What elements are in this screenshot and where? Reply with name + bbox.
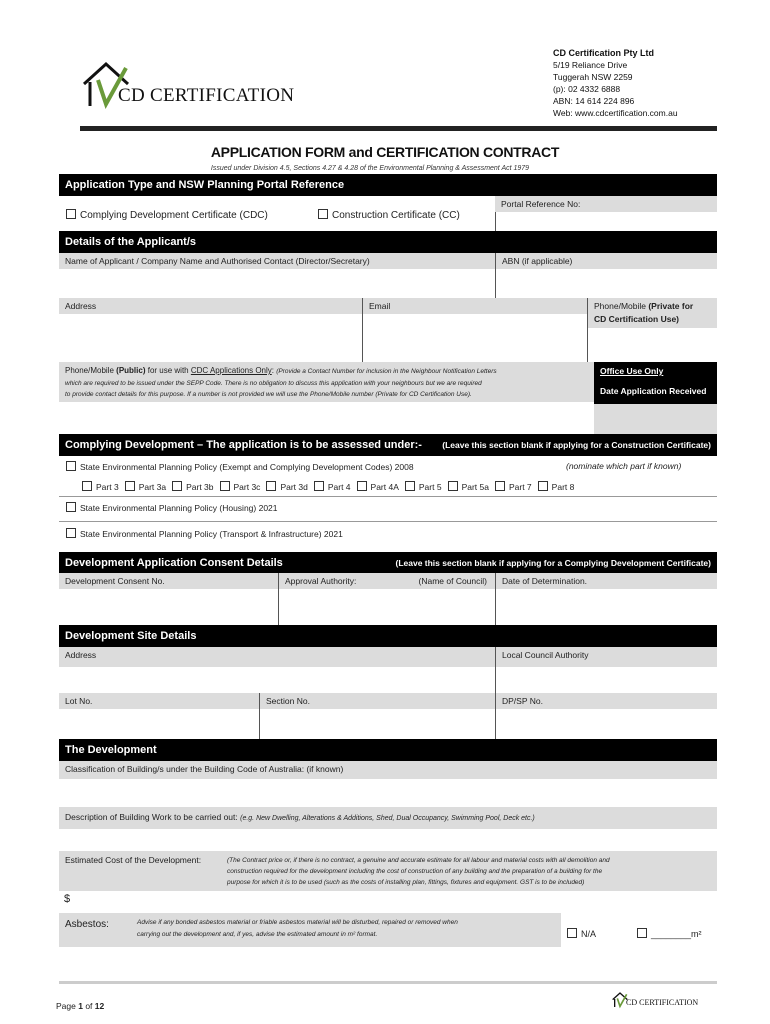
company-name: CD Certification Pty Ltd [553, 48, 655, 58]
part-option[interactable] [495, 482, 532, 492]
nominate-note: (nominate which part if known) [566, 461, 682, 471]
part-option[interactable] [314, 482, 351, 492]
part-option[interactable] [357, 482, 399, 492]
local-council-input[interactable] [495, 667, 717, 693]
estimated-cost-block [59, 851, 717, 891]
description-example: (e.g. New Dwelling, Alterations & Additions, Shed, Dual Occupancy, Swimming Pool, Deck etc.) [240, 815, 535, 822]
section-application-type-header [59, 174, 717, 196]
checkbox-icon[interactable] [82, 481, 92, 491]
part-label: Part 4 [327, 482, 351, 492]
cost-dollar: $ [64, 893, 71, 905]
authority-label [278, 573, 495, 589]
part-label: Part 7 [508, 482, 532, 492]
sepp-transport-option[interactable] [66, 528, 343, 539]
checkbox-icon[interactable] [66, 528, 76, 538]
classification-label: Classification of Building/s under the Building Code of Australia: (if known) [59, 761, 717, 779]
part-option[interactable] [538, 482, 575, 492]
description-text: Description of Building Work to be carried out: [65, 812, 241, 822]
cdc-label: Complying Development Certificate (CDC) [80, 210, 268, 221]
date-received-input[interactable] [594, 404, 717, 436]
part-label: Part 3c [233, 482, 261, 492]
checkbox-icon[interactable] [172, 481, 182, 491]
sepp-housing-label: State Environmental Planning Policy (Housing) 2021 [80, 503, 278, 513]
section-site-header [59, 625, 717, 647]
asbestos-label: Asbestos: [65, 919, 109, 930]
cost-note-1: (The Contract price or, if there is no contract, a genuine and accurate estimate for all labour and material costs with all demolition and [227, 857, 610, 864]
phone-public-label [59, 362, 594, 402]
company-details [553, 47, 678, 119]
company-web: Web: www.cdcertification.com.au [553, 108, 678, 118]
section-title: Development Application Consent Details [65, 557, 283, 569]
date-determination-input[interactable] [495, 589, 717, 625]
date-received-label: Date Application Received [600, 386, 707, 396]
sepp-housing-option[interactable] [66, 502, 278, 513]
classification-input[interactable] [59, 779, 717, 807]
cost-note [227, 855, 610, 888]
asbestos-block [59, 913, 561, 947]
authority-text: Approval Authority: [285, 576, 357, 586]
checkbox-icon[interactable] [314, 481, 324, 491]
header-rule [80, 126, 717, 131]
public-e: : [271, 366, 277, 375]
checkbox-icon[interactable] [567, 928, 577, 938]
public-a: Phone/Mobile [65, 366, 117, 375]
company-phone: (p): 02 4332 6888 [553, 84, 621, 94]
public-b: (Public) [116, 366, 146, 375]
address-input[interactable] [59, 314, 362, 362]
phone-private-c: CD Certification Use) [594, 314, 680, 324]
cdc-option[interactable] [66, 209, 268, 221]
cc-option[interactable] [318, 209, 460, 221]
checkbox-icon[interactable] [637, 928, 647, 938]
lot-input[interactable] [59, 709, 259, 739]
description-label [59, 807, 717, 829]
consent-no-input[interactable] [59, 589, 278, 625]
checkbox-icon[interactable] [66, 502, 76, 512]
dp-input[interactable] [495, 709, 717, 739]
footer-rule [59, 981, 717, 984]
checkbox-icon[interactable] [357, 481, 367, 491]
abn-label: ABN (if applicable) [495, 253, 717, 269]
cost-input[interactable] [74, 891, 714, 909]
email-input[interactable] [362, 314, 587, 362]
checkbox-icon[interactable] [405, 481, 415, 491]
consent-no-label: Development Consent No. [59, 573, 278, 589]
part-option[interactable] [220, 482, 261, 492]
public-d: CDC Applications Only [190, 366, 272, 375]
cc-label: Construction Certificate (CC) [332, 210, 460, 221]
cost-note-2: construction required for the development including the cost of construction of any building and the preparation of a building for the [227, 868, 603, 875]
site-address-input[interactable] [59, 667, 495, 693]
section-title: Details of the Applicant/s [65, 236, 197, 248]
part-option[interactable] [82, 482, 119, 492]
phone-private-b: (Private for [648, 301, 694, 311]
description-input[interactable] [59, 829, 717, 851]
logo-text: CD CERTIFICATION [118, 85, 295, 106]
public-f: (Provide a Contact Number for inclusion in the Neighbour Notification Letters [276, 368, 497, 375]
section-note: (Leave this section blank if applying for a Construction Certificate) [442, 440, 711, 450]
divider [59, 496, 717, 497]
asbestos-m2-option[interactable] [637, 928, 702, 939]
part-label: Part 3a [138, 482, 167, 492]
part-option[interactable] [125, 482, 166, 492]
section-no-label: Section No. [259, 693, 495, 709]
abn-input[interactable] [495, 269, 496, 299]
section-title: Complying Development – The application is to be assessed under:- [65, 439, 422, 451]
sepp-codes-option[interactable] [66, 461, 414, 472]
checkbox-icon[interactable] [318, 209, 328, 219]
checkbox-icon[interactable] [448, 481, 458, 491]
na-label: N/A [581, 929, 597, 939]
asbestos-note-2: carrying out the development and, if yes, advise the estimated amount in m² format. [137, 931, 378, 938]
asbestos-note-1: Advise if any bonded asbestos material or friable asbestos material will be disturbed, repaired or removed when [137, 919, 458, 926]
page-a: Page [56, 1001, 79, 1011]
email-label: Email [362, 298, 587, 314]
page-title: APPLICATION FORM and CERTIFICATION CONTRACT [210, 144, 560, 160]
section-title: Development Site Details [65, 630, 197, 642]
part-label: Part 3 [96, 482, 119, 492]
public-line3: to provide contact details for this purpose. If a number is not provided we will use the Phone/Mobile number (Private for CD Certification Use). [65, 391, 472, 398]
phone-private-a: Phone/Mobile [594, 301, 649, 311]
dp-label: DP/SP No. [495, 693, 717, 709]
checkbox-icon[interactable] [125, 481, 135, 491]
section-no-input[interactable] [259, 709, 495, 739]
part-label: Part 8 [551, 482, 575, 492]
part-label: Part 5a [461, 482, 489, 492]
section-title: The Development [65, 744, 157, 756]
company-address2: Tuggerah NSW 2259 [553, 72, 633, 82]
page-b: 1 [78, 1001, 83, 1011]
m2-label: ________m² [651, 929, 702, 939]
asbestos-na-option[interactable] [567, 928, 596, 939]
section-title: Application Type and NSW Planning Portal Reference [65, 179, 345, 191]
part-option[interactable] [448, 482, 489, 492]
part-label: Part 5 [418, 482, 442, 492]
checkbox-icon[interactable] [220, 481, 230, 491]
parts-row [82, 481, 580, 492]
company-abn: ABN: 14 614 224 896 [553, 96, 635, 106]
page-d: 12 [94, 1001, 105, 1011]
part-label: Part 3b [186, 482, 214, 492]
asbestos-note [137, 917, 458, 941]
office-use-label: Office Use Only [600, 366, 664, 376]
portal-ref-label: Portal Reference No: [495, 196, 717, 212]
local-council-label: Local Council Authority [495, 647, 717, 667]
phone-private-label [587, 298, 717, 328]
office-use-box [594, 362, 717, 404]
divider [59, 521, 717, 522]
page-c: of [82, 1001, 95, 1011]
sepp-transport-label: State Environmental Planning Policy (Transport & Infrastructure) 2021 [80, 529, 343, 539]
public-c: for use with [145, 366, 191, 375]
date-determination-label: Date of Determination. [495, 573, 717, 589]
company-logo [82, 60, 332, 110]
checkbox-icon[interactable] [66, 461, 76, 471]
section-complying-development-header [59, 434, 717, 456]
cost-label: Estimated Cost of the Development: [65, 855, 202, 865]
page-number [56, 1001, 104, 1011]
phone-private-input[interactable] [587, 328, 717, 362]
site-address-label: Address [59, 647, 495, 667]
sepp-codes-label: State Environmental Planning Policy (Exempt and Complying Development Codes) 2008 [80, 462, 414, 472]
cost-note-3: purpose for which it is to be used (such as the costs of installing plan, fittings, fixtures and equipment. GST is to be included) [227, 879, 585, 886]
footer-logo-text: CD CERTIFICATION [626, 998, 699, 1007]
part-option[interactable] [266, 482, 307, 492]
authority-input[interactable] [278, 589, 495, 625]
part-option[interactable] [172, 482, 213, 492]
checkbox-icon[interactable] [538, 481, 548, 491]
applicant-name-input[interactable] [59, 269, 495, 299]
page-subtitle: Issued under Division 4.5, Sections 4.27 & 4.28 of the Environmental Planning & Assessment Act 1979 [210, 165, 530, 172]
portal-ref-input[interactable] [495, 212, 717, 232]
phone-public-input[interactable] [59, 402, 594, 436]
section-development-header [59, 739, 717, 761]
public-line2: which are required to be issued under the SEPP Code. There is no obligation to discuss this application with your neighbours but we are required [65, 379, 482, 387]
footer-logo [612, 990, 716, 1010]
company-address1: 5/19 Reliance Drive [553, 60, 628, 70]
checkbox-icon[interactable] [266, 481, 276, 491]
checkbox-icon[interactable] [66, 209, 76, 219]
part-label: Part 3d [280, 482, 308, 492]
council-name-note: (Name of Council) [418, 576, 487, 586]
address-label: Address [59, 298, 362, 314]
section-applicant-header [59, 231, 717, 253]
part-label: Part 4A [370, 482, 399, 492]
section-note: (Leave this section blank if applying for a Complying Development Certificate) [395, 558, 711, 568]
section-da-consent-header [59, 552, 717, 574]
applicant-name-label: Name of Applicant / Company Name and Authorised Contact (Director/Secretary) [59, 253, 495, 269]
part-option[interactable] [405, 482, 442, 492]
checkbox-icon[interactable] [495, 481, 505, 491]
lot-label: Lot No. [59, 693, 259, 709]
